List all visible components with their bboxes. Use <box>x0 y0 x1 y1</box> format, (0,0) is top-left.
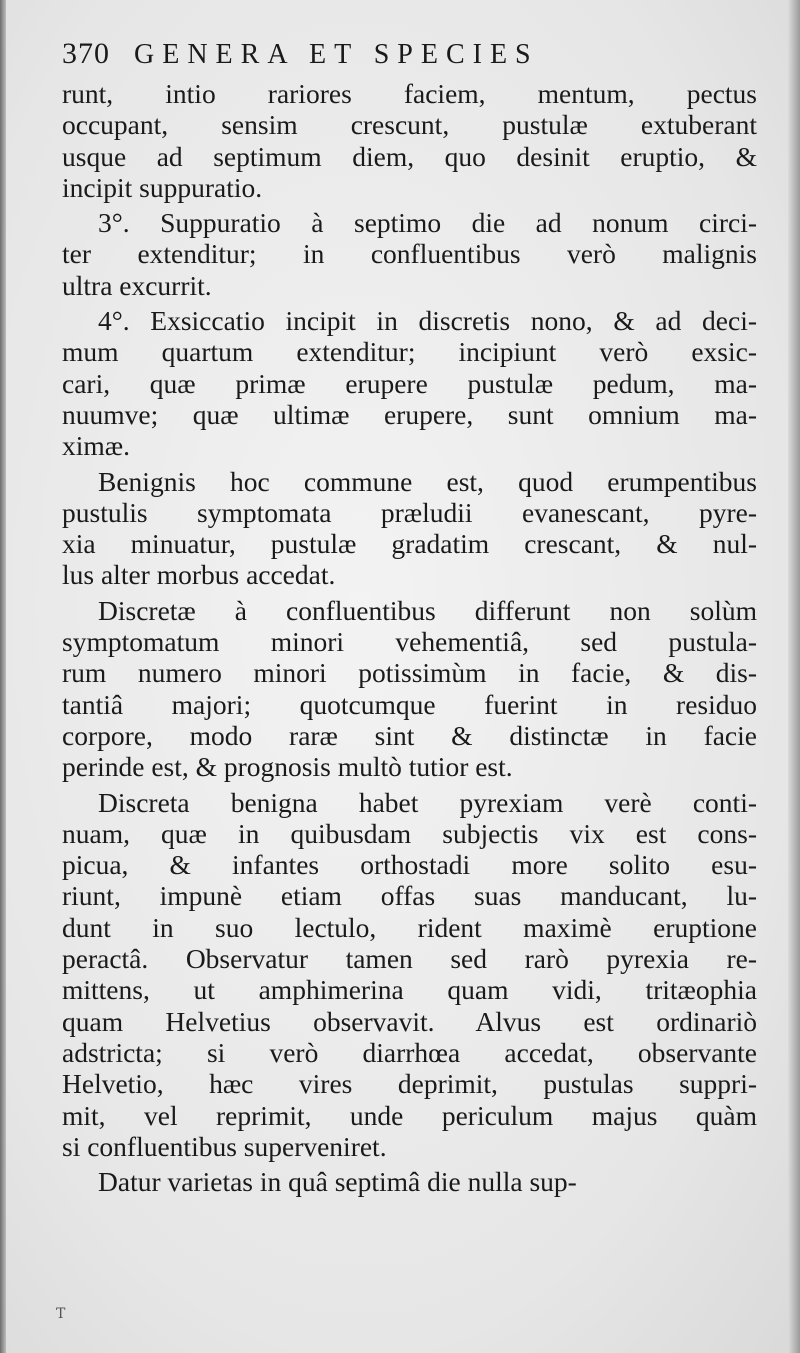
text-line: ximæ. <box>62 430 130 462</box>
text-line: picua, & infantes orthostadi more solito esu- <box>62 849 757 881</box>
text-line: mum quartum extenditur; incipiunt verò exsic- <box>62 336 757 368</box>
page-left-edge-shadow <box>0 0 6 1353</box>
text-line: peractâ. Observatur tamen sed rarò pyrexia re- <box>62 943 757 975</box>
page-right-edge-shadow <box>788 0 800 1353</box>
page-number: 370 <box>62 37 110 70</box>
paragraph <box>62 305 757 461</box>
text-line: occupant, sensim crescunt, pustulæ extuberant <box>62 109 757 141</box>
text-line: runt, intio rariores faciem, mentum, pectus <box>62 78 757 109</box>
paragraph <box>62 787 757 1163</box>
text-line: Datur varietas in quâ septimâ die nulla sup- <box>98 1166 577 1198</box>
text-line: quam Helvetius observavit. Alvus est ordinariò <box>62 1005 757 1037</box>
running-head: GENERA ET SPECIES <box>134 39 539 70</box>
text-line: ter extenditur; in confluentibus verò malignis <box>62 238 757 270</box>
text-line: Benignis hoc commune est, quod erumpentibus <box>98 465 757 497</box>
text-line: mittens, ut amphimerina quam vidi, tritæophia <box>62 974 757 1006</box>
text-line: lus alter morbus accedat. <box>62 559 336 591</box>
paragraph <box>62 595 757 783</box>
text-line: adstricta; si verò diarrhœa accedat, observante <box>62 1036 757 1068</box>
text-line: Discretæ à confluentibus differunt non solùm <box>98 594 757 626</box>
text-line: perinde est, & prognosis multò tutior est. <box>62 751 513 783</box>
text-line: cari, quæ primæ erupere pustulæ pedum, ma- <box>62 367 757 399</box>
page-text-block <box>62 38 757 1201</box>
text-line: 3°. Suppuratio à septimo die ad nonum circi- <box>98 207 757 239</box>
text-line: mit, vel reprimit, unde periculum majus quàm <box>62 1099 757 1131</box>
paragraph <box>62 207 757 301</box>
text-line: xia minuatur, pustulæ gradatim crescant, & nul- <box>62 528 757 560</box>
paragraph <box>62 1166 757 1197</box>
text-line: ultra excurrit. <box>62 269 212 301</box>
text-line: symptomatum minori vehementiâ, sed pustula- <box>62 626 757 658</box>
signature-mark: T <box>56 1306 66 1322</box>
text-line: usque ad septimum diem, quo desinit eruptio, & <box>62 140 757 172</box>
text-line: Discreta benigna habet pyrexiam verè conti- <box>98 786 757 818</box>
text-line: rum numero minori potissimùm in facie, & dis- <box>62 657 757 689</box>
body-text <box>62 78 757 1197</box>
text-line: pustulis symptomata prӕludii evanescant, pyre- <box>62 496 757 528</box>
text-line: tantiâ majori; quotcumque fuerint in residuo <box>62 688 757 720</box>
text-line: dunt in suo lectulo, rident maximè eruptione <box>62 911 757 943</box>
text-line: riunt, impunè etiam offas suas manducant, lu- <box>62 880 757 912</box>
paragraph <box>62 466 757 591</box>
text-line: Helvetio, hæc vires deprimit, pustulas suppri- <box>62 1068 757 1100</box>
text-line: nuam, quæ in quibusdam subjectis vix est cons- <box>62 817 757 849</box>
text-line: si confluentibus superveniret. <box>62 1130 387 1162</box>
page-header <box>62 38 757 78</box>
text-line: corpore, modo raræ sint & distinctæ in facie <box>62 719 757 751</box>
text-line: nuumve; quæ ultimæ erupere, sunt omnium ma- <box>62 398 757 430</box>
paragraph <box>62 78 757 203</box>
text-line: 4°. Exsiccatio incipit in discretis nono, & ad deci- <box>98 305 757 337</box>
text-line: incipit suppuratio. <box>62 171 263 203</box>
